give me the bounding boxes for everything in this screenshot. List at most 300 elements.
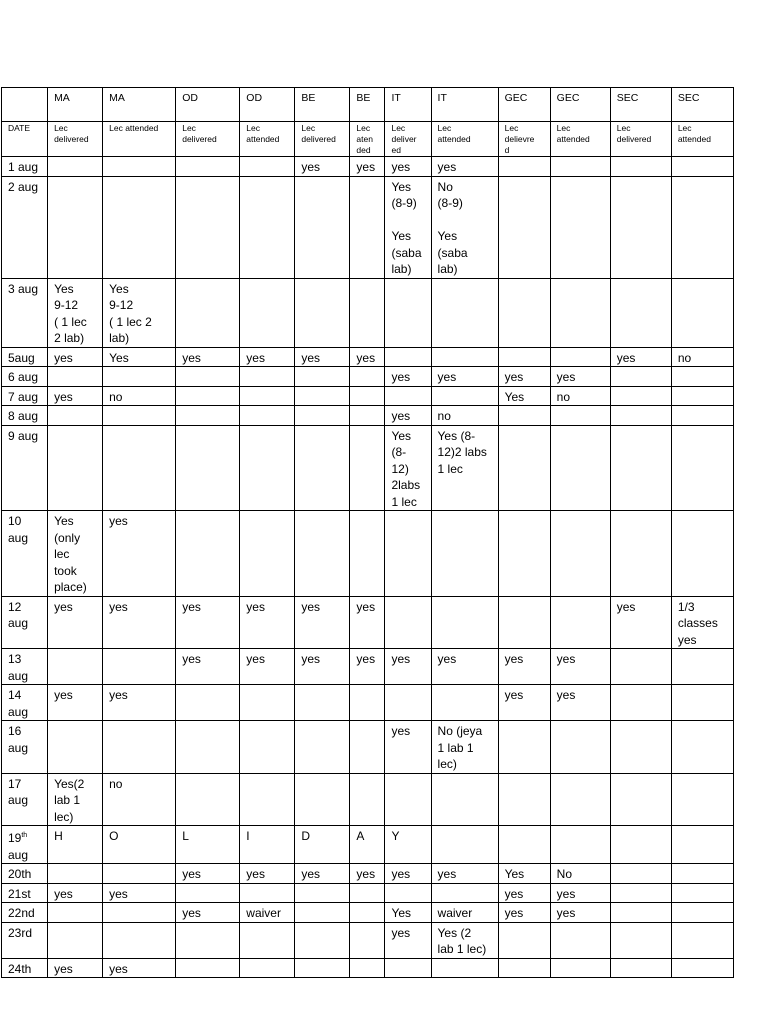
- cell-sec-delivered: [610, 721, 671, 774]
- table-row: [2, 958, 734, 978]
- cell-date: 5aug: [2, 347, 48, 367]
- cell-be-attended: [350, 903, 385, 923]
- cell-gec-attended: yes: [550, 649, 610, 685]
- cell-date: 24th: [2, 958, 48, 978]
- cell-date: 13 aug: [2, 649, 48, 685]
- cell-gec-attended: yes: [550, 903, 610, 923]
- cell-be-attended: [350, 278, 385, 347]
- cell-ma-delivered: [48, 157, 103, 177]
- cell-it-delivered: yes: [385, 922, 431, 958]
- cell-sec-delivered: [610, 157, 671, 177]
- cell-ma-attended: [103, 864, 176, 884]
- subject-header-row-cell: [2, 88, 48, 122]
- cell-gec-delivered: [498, 958, 550, 978]
- cell-od-delivered: yes: [176, 903, 240, 923]
- cell-od-attended: [240, 922, 295, 958]
- cell-gec-delivered: yes: [498, 649, 550, 685]
- cell-it-attended: [431, 958, 498, 978]
- cell-sec-attended: [671, 176, 733, 278]
- table-row: [2, 773, 734, 826]
- cell-be-delivered: [295, 511, 350, 597]
- cell-sec-attended: 1/3 classes yes: [671, 596, 733, 649]
- cell-od-delivered: [176, 883, 240, 903]
- subject-header-row-cell: OD: [240, 88, 295, 122]
- cell-date: 6 aug: [2, 367, 48, 387]
- cell-sec-attended: [671, 367, 733, 387]
- cell-it-delivered: Y: [385, 826, 431, 864]
- cell-ma-attended: yes: [103, 958, 176, 978]
- table-row: [2, 864, 734, 884]
- cell-gec-attended: [550, 425, 610, 511]
- cell-od-attended: yes: [240, 596, 295, 649]
- cell-it-delivered: [385, 278, 431, 347]
- cell-od-attended: [240, 278, 295, 347]
- cell-it-attended: [431, 773, 498, 826]
- cell-gec-delivered: Yes: [498, 386, 550, 406]
- cell-sec-attended: [671, 903, 733, 923]
- cell-od-attended: [240, 958, 295, 978]
- table-row: [2, 157, 734, 177]
- cell-ma-delivered: yes: [48, 685, 103, 721]
- cell-it-delivered: yes: [385, 649, 431, 685]
- cell-ma-attended: yes: [103, 685, 176, 721]
- cell-it-delivered: yes: [385, 367, 431, 387]
- type-header-row-cell: Lec delievre d: [498, 122, 550, 157]
- subject-header-row-cell: SEC: [671, 88, 733, 122]
- cell-sec-delivered: [610, 511, 671, 597]
- cell-be-attended: [350, 922, 385, 958]
- cell-be-attended: [350, 386, 385, 406]
- cell-be-delivered: [295, 922, 350, 958]
- cell-date: 2 aug: [2, 176, 48, 278]
- cell-sec-delivered: [610, 883, 671, 903]
- cell-be-delivered: [295, 386, 350, 406]
- cell-gec-attended: [550, 176, 610, 278]
- cell-it-attended: yes: [431, 367, 498, 387]
- cell-od-delivered: [176, 425, 240, 511]
- table-row: [2, 596, 734, 649]
- cell-be-attended: yes: [350, 157, 385, 177]
- cell-ma-delivered: H: [48, 826, 103, 864]
- cell-gec-attended: [550, 406, 610, 426]
- cell-it-delivered: [385, 958, 431, 978]
- cell-it-delivered: yes: [385, 721, 431, 774]
- subject-header-row-cell: SEC: [610, 88, 671, 122]
- cell-sec-attended: [671, 511, 733, 597]
- cell-od-delivered: [176, 511, 240, 597]
- cell-od-attended: [240, 425, 295, 511]
- cell-ma-attended: yes: [103, 596, 176, 649]
- cell-ma-delivered: Yes(2 lab 1 lec): [48, 773, 103, 826]
- cell-be-attended: [350, 406, 385, 426]
- cell-gec-delivered: [498, 176, 550, 278]
- cell-it-attended: Yes (8- 12)2 labs 1 lec: [431, 425, 498, 511]
- cell-sec-attended: [671, 826, 733, 864]
- subject-header-row-cell: BE: [350, 88, 385, 122]
- cell-be-delivered: [295, 176, 350, 278]
- cell-date: 22nd: [2, 903, 48, 923]
- cell-gec-delivered: [498, 425, 550, 511]
- cell-be-delivered: [295, 721, 350, 774]
- cell-date: 3 aug: [2, 278, 48, 347]
- cell-gec-delivered: Yes: [498, 864, 550, 884]
- cell-od-attended: I: [240, 826, 295, 864]
- subject-header-row: [2, 88, 734, 122]
- table-row: [2, 903, 734, 923]
- type-header-row-cell: Lec attended: [550, 122, 610, 157]
- cell-ma-attended: [103, 367, 176, 387]
- cell-gec-delivered: [498, 347, 550, 367]
- cell-ma-delivered: Yes 9-12 ( 1 lec 2 lab): [48, 278, 103, 347]
- cell-od-attended: yes: [240, 649, 295, 685]
- cell-it-attended: yes: [431, 864, 498, 884]
- cell-be-delivered: [295, 406, 350, 426]
- cell-it-delivered: [385, 511, 431, 597]
- cell-sec-attended: [671, 922, 733, 958]
- cell-sec-attended: [671, 958, 733, 978]
- cell-gec-attended: [550, 826, 610, 864]
- cell-sec-delivered: yes: [610, 596, 671, 649]
- cell-be-delivered: yes: [295, 649, 350, 685]
- cell-od-attended: [240, 773, 295, 826]
- cell-it-attended: waiver: [431, 903, 498, 923]
- cell-sec-attended: [671, 425, 733, 511]
- cell-ma-delivered: [48, 425, 103, 511]
- cell-gec-delivered: [498, 826, 550, 864]
- cell-it-attended: yes: [431, 157, 498, 177]
- cell-od-attended: [240, 176, 295, 278]
- cell-sec-attended: [671, 386, 733, 406]
- cell-od-delivered: [176, 367, 240, 387]
- cell-it-delivered: yes: [385, 864, 431, 884]
- cell-it-delivered: [385, 773, 431, 826]
- cell-gec-attended: [550, 922, 610, 958]
- cell-it-delivered: [385, 347, 431, 367]
- cell-od-attended: [240, 685, 295, 721]
- cell-gec-delivered: yes: [498, 685, 550, 721]
- cell-it-attended: Yes (2 lab 1 lec): [431, 922, 498, 958]
- cell-sec-delivered: [610, 685, 671, 721]
- cell-sec-attended: no: [671, 347, 733, 367]
- cell-ma-delivered: [48, 922, 103, 958]
- cell-ma-delivered: yes: [48, 883, 103, 903]
- type-header-row-cell: Lec aten ded: [350, 122, 385, 157]
- cell-it-attended: [431, 386, 498, 406]
- cell-sec-delivered: [610, 367, 671, 387]
- cell-od-delivered: [176, 958, 240, 978]
- table-row: [2, 649, 734, 685]
- cell-be-attended: [350, 685, 385, 721]
- cell-gec-delivered: [498, 511, 550, 597]
- cell-od-delivered: [176, 922, 240, 958]
- table-row: [2, 826, 734, 864]
- cell-od-attended: yes: [240, 864, 295, 884]
- cell-ma-attended: [103, 721, 176, 774]
- cell-sec-delivered: [610, 425, 671, 511]
- cell-date: 20th: [2, 864, 48, 884]
- cell-gec-delivered: yes: [498, 903, 550, 923]
- table-row: [2, 406, 734, 426]
- type-header-row: [2, 122, 734, 157]
- cell-od-delivered: yes: [176, 649, 240, 685]
- cell-ma-attended: [103, 922, 176, 958]
- cell-it-delivered: [385, 883, 431, 903]
- cell-od-delivered: yes: [176, 596, 240, 649]
- cell-be-attended: yes: [350, 347, 385, 367]
- attendance-table: [1, 87, 734, 978]
- cell-gec-attended: [550, 157, 610, 177]
- table-row: [2, 367, 734, 387]
- cell-it-attended: [431, 511, 498, 597]
- cell-date: 19th aug: [2, 826, 48, 864]
- cell-it-attended: No (jeya 1 lab 1 lec): [431, 721, 498, 774]
- cell-od-delivered: [176, 176, 240, 278]
- cell-sec-attended: [671, 157, 733, 177]
- cell-it-attended: No (8-9) Yes (saba lab): [431, 176, 498, 278]
- cell-be-delivered: yes: [295, 157, 350, 177]
- cell-date: 9 aug: [2, 425, 48, 511]
- cell-sec-attended: [671, 685, 733, 721]
- cell-gec-delivered: [498, 278, 550, 347]
- cell-date: 14 aug: [2, 685, 48, 721]
- cell-ma-delivered: Yes (only lec took place): [48, 511, 103, 597]
- cell-date: 21st: [2, 883, 48, 903]
- cell-be-delivered: [295, 773, 350, 826]
- cell-date: 7 aug: [2, 386, 48, 406]
- cell-sec-delivered: [610, 773, 671, 826]
- cell-be-delivered: yes: [295, 347, 350, 367]
- cell-it-delivered: yes: [385, 406, 431, 426]
- cell-ma-delivered: [48, 903, 103, 923]
- cell-od-attended: [240, 511, 295, 597]
- cell-be-delivered: [295, 958, 350, 978]
- cell-sec-attended: [671, 883, 733, 903]
- cell-od-delivered: yes: [176, 347, 240, 367]
- cell-ma-delivered: [48, 864, 103, 884]
- cell-gec-delivered: [498, 157, 550, 177]
- type-header-row-cell: Lec delivered: [295, 122, 350, 157]
- cell-ma-delivered: yes: [48, 347, 103, 367]
- cell-od-attended: [240, 157, 295, 177]
- cell-ma-attended: [103, 157, 176, 177]
- table-row: [2, 685, 734, 721]
- cell-sec-attended: [671, 649, 733, 685]
- cell-od-attended: [240, 883, 295, 903]
- cell-od-attended: [240, 721, 295, 774]
- cell-od-attended: [240, 367, 295, 387]
- cell-ma-attended: yes: [103, 511, 176, 597]
- cell-gec-attended: [550, 721, 610, 774]
- cell-sec-delivered: [610, 386, 671, 406]
- table-row: [2, 721, 734, 774]
- cell-sec-delivered: [610, 649, 671, 685]
- cell-gec-attended: No: [550, 864, 610, 884]
- cell-it-attended: [431, 826, 498, 864]
- cell-it-delivered: [385, 386, 431, 406]
- cell-od-attended: waiver: [240, 903, 295, 923]
- cell-sec-attended: [671, 406, 733, 426]
- cell-be-delivered: yes: [295, 864, 350, 884]
- cell-it-delivered: [385, 596, 431, 649]
- cell-be-attended: [350, 958, 385, 978]
- cell-it-delivered: Yes (8-9) Yes (saba lab): [385, 176, 431, 278]
- cell-it-delivered: yes: [385, 157, 431, 177]
- cell-date: 16 aug: [2, 721, 48, 774]
- cell-date: 17 aug: [2, 773, 48, 826]
- type-header-row-cell: Lec delivered: [610, 122, 671, 157]
- cell-be-attended: yes: [350, 596, 385, 649]
- cell-it-attended: yes: [431, 649, 498, 685]
- cell-sec-attended: [671, 864, 733, 884]
- cell-sec-attended: [671, 721, 733, 774]
- subject-header-row-cell: GEC: [550, 88, 610, 122]
- cell-ma-delivered: yes: [48, 596, 103, 649]
- cell-od-delivered: [176, 685, 240, 721]
- cell-od-attended: [240, 406, 295, 426]
- subject-header-row-cell: IT: [385, 88, 431, 122]
- cell-be-attended: yes: [350, 649, 385, 685]
- cell-ma-attended: no: [103, 773, 176, 826]
- cell-sec-delivered: yes: [610, 347, 671, 367]
- type-header-row-cell: Lec attended: [431, 122, 498, 157]
- cell-ma-delivered: [48, 721, 103, 774]
- table-row: [2, 511, 734, 597]
- cell-be-attended: [350, 511, 385, 597]
- subject-header-row-cell: MA: [103, 88, 176, 122]
- subject-header-row-cell: MA: [48, 88, 103, 122]
- cell-od-delivered: [176, 721, 240, 774]
- cell-be-attended: [350, 367, 385, 387]
- cell-od-attended: [240, 386, 295, 406]
- cell-date: 23rd: [2, 922, 48, 958]
- cell-gec-delivered: yes: [498, 883, 550, 903]
- cell-od-delivered: [176, 406, 240, 426]
- subject-header-row-cell: BE: [295, 88, 350, 122]
- cell-od-delivered: L: [176, 826, 240, 864]
- cell-it-delivered: [385, 685, 431, 721]
- table-row: [2, 922, 734, 958]
- cell-gec-attended: yes: [550, 367, 610, 387]
- type-header-row-cell: DATE: [2, 122, 48, 157]
- cell-be-attended: A: [350, 826, 385, 864]
- table-row: [2, 347, 734, 367]
- cell-ma-attended: Yes 9-12 ( 1 lec 2 lab): [103, 278, 176, 347]
- cell-od-delivered: [176, 278, 240, 347]
- cell-be-delivered: [295, 685, 350, 721]
- subject-header-row-cell: IT: [431, 88, 498, 122]
- cell-sec-delivered: [610, 406, 671, 426]
- cell-be-delivered: [295, 367, 350, 387]
- table-row: [2, 883, 734, 903]
- type-header-row-cell: Lec attended: [240, 122, 295, 157]
- cell-gec-attended: [550, 347, 610, 367]
- cell-date: 1 aug: [2, 157, 48, 177]
- cell-ma-delivered: yes: [48, 386, 103, 406]
- cell-it-attended: [431, 883, 498, 903]
- cell-ma-attended: [103, 425, 176, 511]
- cell-it-delivered: Yes (8- 12) 2labs 1 lec: [385, 425, 431, 511]
- cell-od-delivered: [176, 157, 240, 177]
- cell-ma-attended: [103, 406, 176, 426]
- cell-ma-attended: no: [103, 386, 176, 406]
- cell-sec-delivered: [610, 903, 671, 923]
- cell-gec-attended: [550, 278, 610, 347]
- cell-sec-delivered: [610, 278, 671, 347]
- table-row: [2, 425, 734, 511]
- cell-sec-delivered: [610, 176, 671, 278]
- cell-be-attended: [350, 721, 385, 774]
- cell-be-attended: [350, 425, 385, 511]
- cell-sec-delivered: [610, 958, 671, 978]
- cell-sec-delivered: [610, 826, 671, 864]
- cell-od-attended: yes: [240, 347, 295, 367]
- cell-gec-attended: [550, 511, 610, 597]
- cell-ma-attended: [103, 176, 176, 278]
- type-header-row-cell: Lec delivered: [48, 122, 103, 157]
- cell-sec-delivered: [610, 922, 671, 958]
- cell-ma-delivered: [48, 367, 103, 387]
- subject-header-row-cell: OD: [176, 88, 240, 122]
- cell-gec-attended: [550, 958, 610, 978]
- cell-gec-attended: yes: [550, 685, 610, 721]
- cell-gec-attended: [550, 596, 610, 649]
- cell-ma-delivered: yes: [48, 958, 103, 978]
- cell-be-delivered: [295, 883, 350, 903]
- cell-od-delivered: [176, 773, 240, 826]
- cell-gec-attended: [550, 773, 610, 826]
- cell-be-delivered: D: [295, 826, 350, 864]
- cell-date: 8 aug: [2, 406, 48, 426]
- cell-be-delivered: [295, 278, 350, 347]
- cell-it-attended: [431, 685, 498, 721]
- cell-be-attended: yes: [350, 864, 385, 884]
- cell-sec-attended: [671, 278, 733, 347]
- cell-ma-attended: Yes: [103, 347, 176, 367]
- cell-gec-delivered: [498, 406, 550, 426]
- cell-ma-delivered: [48, 649, 103, 685]
- cell-gec-attended: no: [550, 386, 610, 406]
- table-row: [2, 386, 734, 406]
- cell-gec-delivered: [498, 596, 550, 649]
- table-row: [2, 278, 734, 347]
- cell-it-attended: [431, 278, 498, 347]
- cell-ma-attended: yes: [103, 883, 176, 903]
- cell-be-attended: [350, 773, 385, 826]
- table-row: [2, 176, 734, 278]
- cell-ma-attended: [103, 649, 176, 685]
- type-header-row-cell: Lec delivered: [176, 122, 240, 157]
- cell-ma-attended: [103, 903, 176, 923]
- cell-od-delivered: [176, 386, 240, 406]
- subject-header-row-cell: GEC: [498, 88, 550, 122]
- cell-it-delivered: Yes: [385, 903, 431, 923]
- cell-gec-delivered: [498, 721, 550, 774]
- cell-sec-attended: [671, 773, 733, 826]
- cell-be-attended: [350, 176, 385, 278]
- type-header-row-cell: Lec deliver ed: [385, 122, 431, 157]
- cell-it-attended: no: [431, 406, 498, 426]
- cell-be-delivered: yes: [295, 596, 350, 649]
- cell-be-delivered: [295, 425, 350, 511]
- cell-od-delivered: yes: [176, 864, 240, 884]
- cell-it-attended: [431, 347, 498, 367]
- cell-gec-delivered: [498, 922, 550, 958]
- cell-ma-delivered: [48, 406, 103, 426]
- type-header-row-cell: Lec attended: [671, 122, 733, 157]
- cell-it-attended: [431, 596, 498, 649]
- cell-gec-attended: yes: [550, 883, 610, 903]
- cell-ma-delivered: [48, 176, 103, 278]
